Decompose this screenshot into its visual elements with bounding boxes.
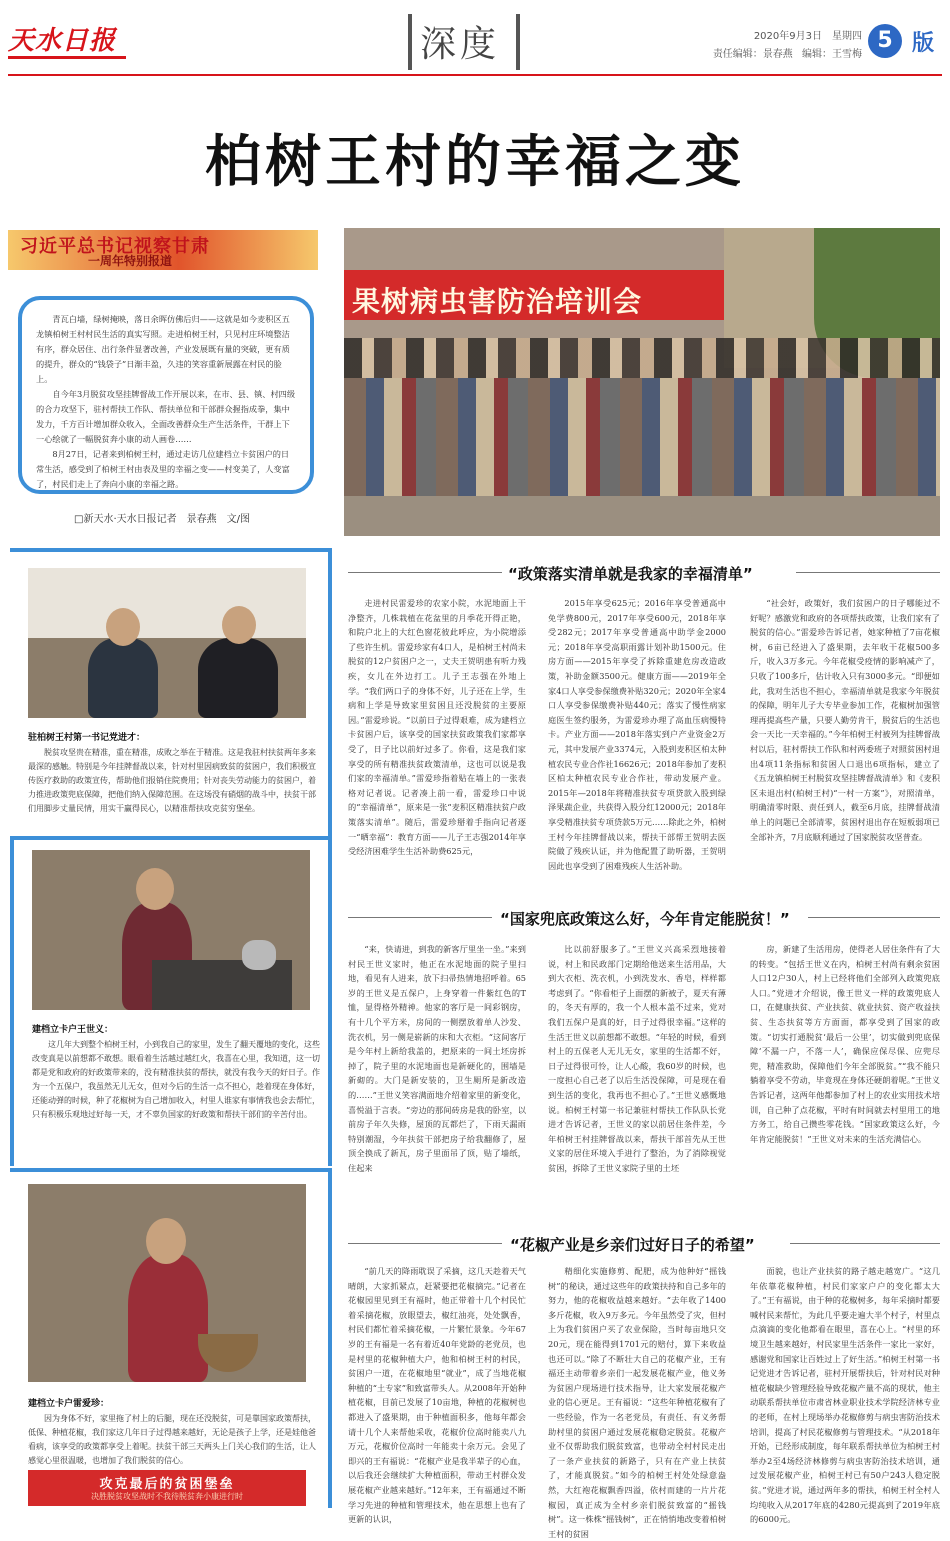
logo-underline (8, 56, 126, 59)
section-divider-right (516, 14, 520, 70)
section-rule (790, 1243, 940, 1244)
article-column (348, 942, 526, 1214)
photo-table (152, 960, 292, 1010)
section-heading: “花椒产业是乡亲们过好日子的希望” (510, 1236, 755, 1254)
profile-card (10, 548, 332, 838)
special-report-banner (8, 230, 318, 270)
article-text: 面貌，也让产业扶贫的路子越走越宽广。“这几年依靠花椒种植，村民们家家户户的变化都太大了。”王有福说，由于种的花椒树多，每年采摘时都要喊村民来帮忙，为此几乎要走遍大半个村子，村里点点滴滴的变化他都看在眼里，喜在心上。“村里的环境卫生越来越好，村民家里生活条件一家比一家好，感谢党和国家让百姓过上了好生活。”柏树王村第一书记党进才告诉记者，驻村开展帮扶后，针对村民对种植花椒缺少管理经验导致花椒产量不高的现状，他主动联系帮扶单位市肃省林业职业技术学院经济林专业的老师，在村上现场举办花椒修剪与病虫害防治技术培训，提高了村民花椒修剪与管理技术。“从2018年开始，已经形成制度，每年联系帮扶单位为柏树王村举办2至4场经济林修剪与病虫害防治技术培训，通过发展花椒产业，柏树王村已有50户243人稳定脱贫。”党进才说，通过两年多的帮扶，柏树王村全村人均纯收入从2017年底的4280元提高到了2019年底的6000元。 (750, 1266, 940, 1525)
page-meta (707, 28, 862, 64)
section-rule (808, 917, 940, 918)
photo-banner-text: 果树病虫害防治培训会 (352, 285, 643, 318)
article-text: “社会好，政策好，我们贫困户的日子哪能过不好呢？感激党和政府的各项帮扶政策，让我们家有了脱贫的信心。”雷爱珍告诉记者，她家种植了7亩花椒树，6亩已经进入了盛果期，去年收干花椒500多斤，收入3万多元。今年花椒受疫情的影响减产了，只收了100多斤，估计收入只有3000多元。“即便如此，我对生活也不担心，幸福清单就是我家今年脱贫的保障，明年儿子大专毕业参加工作，花椒树加强管理再提高些产量，只要人勤劳肯干，脱贫后的生活也会一天比一天幸福的。”今年柏树王村被列为挂牌督战村以后，驻村帮扶工作队和村两委班子对照贫困村退出4项11条指标和贫困人口退出6项指标，建立了《五龙镇柏树王村脱贫攻坚挂牌督战清单》和《麦积区未退出村(柏树王村)“一村一方案”》，对照清单，明确清零时限、责任到人，截至6月底，挂牌督战清单上的问题已全部清零，贫困村退出存在短板弱项已全部补齐，7月底顺利通过了国家脱贫攻坚普查。 (750, 598, 940, 842)
intro-paragraph: 青瓦白墙，绿树掩映，落日余晖仿佛后归——这就是如今麦积区五龙镇柏树王村村民生活的真实写照。走进柏树王村，只见村庄环境整洁有序，群众居住、出行条件显著改善，产业发展既有量的突破，更有质的提升，群众的“钱袋子”日渐丰盈，久违的笑容重新展露在村民的脸上。 (36, 314, 290, 384)
section-rule (348, 917, 492, 918)
section-rule (796, 572, 940, 573)
banner-subtitle: 一周年特别报道 (88, 254, 173, 268)
article-text: 比以前舒服多了。”王世义兴高采烈地接着说，村上和民政部门定期给他送来生活用品，大到大衣柜、洗衣机，小到洗发水、香皂，样样都考虑到了。“你看柜子上面摆的新被子，夏天有薄的，冬天有厚的，我一个人根本盖不过来，党对我们五保户是真的好，日子过得很幸福。”这样的生活王世义以前想都不敢想。“年轻的时候，看到村上的五保老人无儿无女，家里的生活都不好，日子过得很可怜，让人心酸，我60岁的时候，也一度担心自己老了以后生活没保障，可是现在看到生活的变化，我再也不担心了。”王世义感慨地说。柏树王村第一书记兼驻村帮扶工作队队长党进才告诉记者，王世义的家以前居住条件差，今年柏树王村挂牌督战以来，帮扶干部首先从王世义家的居住环境入手进行了整治，为了消除视觉贫困，拆除了王世义家院子里的土坯 (548, 944, 726, 1173)
training-meeting-photo (344, 228, 940, 536)
campaign-footer-banner (28, 1470, 306, 1506)
editor-line (707, 46, 862, 64)
intro-paragraph: 自今年3月脱贫攻坚挂牌督战工作开展以来，在市、县、镇、村四级的合力攻坚下，驻村帮扶工作队、帮扶单位和干部群众握指成拳，集中发力，千方百计增加群众收入，全面改善群众生产生活条件，干群上下一心绘就了一幅脱贫奔小康的动人画卷…… (36, 389, 296, 444)
photo-ground (344, 496, 940, 536)
person-figure (198, 638, 278, 718)
article-column (348, 596, 526, 882)
article-column (750, 1264, 940, 1525)
footer-subtitle: 决胜脱贫攻坚战时不我待脱贫奔小康进行时 (91, 1492, 243, 1501)
profile-quote: 脱贫攻坚贵在精准，重在精准，成败之举在于精准。这是我驻村扶贫两年多来最深的感触。特别是今年挂牌督战以来，针对村里因病致贫的贫困户，我们积极宣传医疗救助的政策宣传，帮助他们报销住院费用；针对丧失劳动能力的贫困户，着力推进政策兜底保障，把他们纳入保障范围。在这场没有硝烟的战斗中，扶贫干部们用脚步丈量民情，用实干赢得民心，以精准帮扶攻克贫穷堡垒。 (28, 748, 316, 813)
article-text: “前几天的降雨耽误了采摘，这几天趁着天气晴朗，大家抓紧点，赶紧要把花椒摘完。”记者在花椒园里见到王有福时，他正带着十几个村民忙着采摘花椒，放眼望去，椒红油亮，处处飘香，村民们都忙着采摘花椒，一片繁忙景象。今年67岁的王有福是一名有着近40年党龄的老党员，也是村里的花椒种植大户，他和柏树王村的村民，贫困户一道，在花椒地里“就业”，成了当地花椒种植的“土专家”和致富带头人。从2008年开始种植花椒，目前已发展了10亩地，种植的花椒树也都进入了盛果期，由于种植面积多，他每年都会请十几个人来帮他采收，花椒价位高时能卖八九万元，花椒价位高时一年能卖十余万元。会见了即兴的王有福说：“花椒产业是我半辈子的心血，以后我还会继续扩大种植面积，带动王村群众发展花椒产业越来越好。”12年来，王有福通过不断学习先进的种植和管理技术，他在思想上也有了更新的认识， (348, 1266, 526, 1525)
profile-card (10, 1168, 332, 1508)
person-figure (128, 1254, 208, 1382)
editor-name: 景春燕 (762, 49, 793, 60)
person-head (222, 606, 256, 644)
editor-label: 责任编辑： (712, 49, 763, 60)
person-head (106, 608, 140, 646)
intro-box (18, 296, 314, 494)
section-heading: “政策落实清单就是我家的幸福清单” (508, 565, 753, 583)
header-rule (8, 74, 942, 76)
profile-photo (28, 1184, 306, 1382)
article-text: “来，快请进，到我的新客厅里坐一坐。”来到村民王世义家时，他正在水泥地面的院子里扫地，看见有人进来，放下扫帚热情地招呼着。65岁的王世义是五保户，上身穿着一件紫红色的T恤，显得格外精神。他家的客厅是一间彩钢房，有十几个平方米，房间的一侧摆放着单人沙发、洗衣机，另一侧是崭新的床和大衣柜。“这间客厅是今年村上新给我盖的，把原来的一间土坯房拆掉了，院子里的水泥地面也是新硬化的，围墙是新砌的。大门是新安装的，卫生厕所是新改造的……”王世义笑容满面地介绍着家里的新变化，喜悦溢于言表。“旁边的那间砖房是我的卧室，以前房子年久失修，屋顶的瓦都烂了，下雨天漏雨特别潮湿，今年扶贫干部把房子给我翻修了，屋顶全换成了新瓦，房子里面吊了顶，贴了墙纸，住起来 (348, 944, 526, 1173)
profile-photo (28, 568, 306, 718)
profile-card (10, 836, 332, 1166)
profile-name: 建档立卡户雷爱珍： (28, 1399, 110, 1409)
section-rule (348, 572, 502, 573)
photo-wall-panel (28, 568, 306, 638)
designer-name: 王雪梅 (832, 49, 862, 60)
intro-paragraph: 8月27日，记者来到柏树王村，通过走访几位建档立卡贫困户的日常生活，感受到了柏树王村由表及里的幸福之变——村变美了，人变富了，村民们走上了奔向小康的幸福之路。 (36, 449, 290, 489)
article-column (750, 942, 940, 1214)
article-text: 精细化实施修剪、配肥，成为他种好“摇钱树”的秘诀，通过这些年的政策扶持和自己多年的努力，他的花椒收益越来越好。“去年收了1400多斤花椒，收入9万多元。今年虽然受了灾，但村上为我们贫困户买了农业保险，当时每亩地只交20元，现在能得到1701元的赔付，算下来收益也还可以。”除了不断壮大自己的花椒产业，王有福还主动带着乡亲们一起发展花椒产业，他义务为贫困户现场进行技术指导，让大家发展花椒产业的信心更足。王有福说：“这些年种植花椒有了一些经验，作为一名老党员，有责任、有义务帮助村里的贫困户通过发展花椒稳定脱贫。花椒产业不仅帮助我们脱贫致富，也带动全村村民走出了一条产业扶贫的新路子，只有在产业上扶贫了，才能真脱贫。”如今的柏树王村处处绿意盎然，大红袍花椒飘香四溢，依村而建的一片片花椒园，真正成为全村乡亲们脱贫致富的“摇钱树”。这一株株“摇钱树”，正在悄悄地改变着柏树王村的贫困 (548, 1266, 726, 1539)
article-text: 2015年享受625元；2016年享受普通高中免学费800元，2017年享受600元，2018年享受282元；2017年享受普通高中助学金2000元；2018年享受高职雨露计划补助1500元。住房方面——2015年享受了拆除重建危房改造政策，补助金额3500元。健康方面——2019年全家4口人享受参保缴费补贴320元；2020年全家4口人享受参保缴费补贴440元；落实了慢性病家庭医生签约服务，为雷爱珍办理了高血压病慢特卡。产业方面——2018年落实到户产业资金2万元，其中发展产业3374元，入股到麦积区柏太种植农民专业合作社16626元；2018年参加了麦积区柏太种植农民专业合作社，带动发展产业。2015年—2018年将精准扶贫专项贷款入股到绿泽果蔬企业，共获得入股分红12000元；2018年享受精准扶贫专项贷款5万元……除此之外，柏树王村今年挂牌督战以来，帮扶干部帮王贺明去医院做了残疾认证，并为他配置了助听器，王贺明因此也享受到了困难残疾人生活补助。 (548, 598, 726, 871)
article-column (548, 1264, 726, 1539)
page-suffix: 版 (911, 31, 934, 56)
article-column (548, 596, 726, 882)
footer-title: 攻克最后的贫困堡垒 (99, 1477, 235, 1492)
person-figure (88, 638, 158, 718)
profile-quote: 因为身体不好，家里拖了村上的后腿，现在还没脱贫，可是靠国家政策帮扶，低保、种植花椒，我们家这几年日子过得越来越好，无论是孩子上学，还是娃他爸看病，该享受的政策都享受上着呢。扶贫干部三天两头上门关心我们的生活，让人感觉心里很温暖，也增加了我们脱贫的信心。 (28, 1414, 316, 1465)
profile-photo (32, 850, 310, 1010)
section-divider-left (408, 14, 412, 70)
page-title: 柏树王村的幸福之变 (205, 130, 745, 195)
profile-name: 建档立卡户王世义： (32, 1025, 114, 1035)
page-number-badge: 5 (868, 24, 902, 58)
person-head (146, 1218, 186, 1264)
article-text: 走进村民雷爱珍的农家小院，水泥地面上干净整齐，几株栽植在花盆里的月季花开得正艳，和院户北上的大红色窗花彼此呼应，为小院增添了些许生机。雷爱珍家有4口人，是柏树王村尚未脱贫的12户贫困户之一，丈夫王贺明患有听力残疾，女儿在外边打工。儿子王志强在外地上学。“我们两口子的身体不好，儿子还在上学，生病和上学是导致家里贫困且还没脱贫的主要原因。”雷爱珍说。“以前日子过得艰难，成为建档立卡贫困户后，该享受的国家扶贫政策我们家都享受了，日子比以前好过多了。你看，这是我们家享受的所有精准扶贫政策清单，这也可以说是我们家的幸福清单。”雷爱珍指着贴在墙上的一张表格对记者说。记者凑上前一看，雷爱珍口中说的“幸福清单”，原来是一张“麦积区精准扶贫户政策落实清单”。随后，雷爱珍掰着手指向记者逐一“晒幸福”：教育方面——儿子王志强2014年享受经济困难学生生活补助费625元， (348, 598, 526, 857)
section-name: 深度 (420, 24, 501, 65)
banner-title: 习近平总书记视察甘肃 (20, 236, 210, 257)
profile-quote: 这几年大到整个柏树王村，小到我自己的家里，发生了翻天覆地的变化，这些改变真是以前想都不敢想。眼看着生活越过越红火，我喜在心里，我知道，这一切都是党和政府的好政策带来的，没有精准扶贫的帮扶，就没有我今天的好日子。作为一个五保户，我虽然无儿无女，但对今后的生活一点不担心，趁着现在身体好，还能动弹的时候，种了花椒树为自己增加收入，村里人谁家有事情我也会去帮忙，只有积极乐观地过好每一天，才不辜负国家的好政策和帮扶干部们的辛苦付出。 (32, 1040, 320, 1119)
article-column (348, 1264, 526, 1525)
section-rule (348, 1243, 502, 1244)
article-text: 房，新建了生活用房，使得老人居住条件有了大的转变。“包括王世义在内，柏树王村尚有剩余贫困人口12户30人，村上已经将他们全部列入政策兜底人口。”党进才介绍说，像王世义一样的政策兜底人口，在健康扶贫、产业扶贫、就业扶贫、资产收益扶贫、生态扶贫等方方面面，都享受到了国家的政策。“切实打通脱贫‘最后一公里’，切实做到兜底保障‘不漏一户，不落一人’，确保应保尽保、应兜尽兜，精准救助，保障他们今年全部脱贫。”“我不能只躺着享受不劳动，毕竟现在身体还硬朗着呢。”王世义告诉记者，这两年他都参加了村上的农业实用技术培训，自己种了点花椒，平时有时间就去村里用工的地方务工，给自己攒些零花钱。“国家政策这么好，今年肯定能脱贫！”王世义对未来的生活充满信心。 (750, 944, 940, 1144)
newspaper-logo: 天水日报 (8, 26, 117, 56)
section-heading: “国家兜底政策这么好，今年肯定能脱贫！” (500, 910, 790, 928)
person-head (136, 868, 174, 910)
photo-kettle (242, 940, 276, 970)
article-column (548, 942, 726, 1214)
issue-date: 2020年9月3日 星期四 (753, 31, 862, 42)
designer-label: 编辑： (802, 49, 832, 60)
profile-name: 驻柏树王村第一书记党进才： (28, 733, 146, 743)
byline: □新天水·天水日报记者 景春燕 文/图 (74, 514, 250, 525)
masthead (8, 8, 942, 74)
article-column (750, 596, 940, 882)
